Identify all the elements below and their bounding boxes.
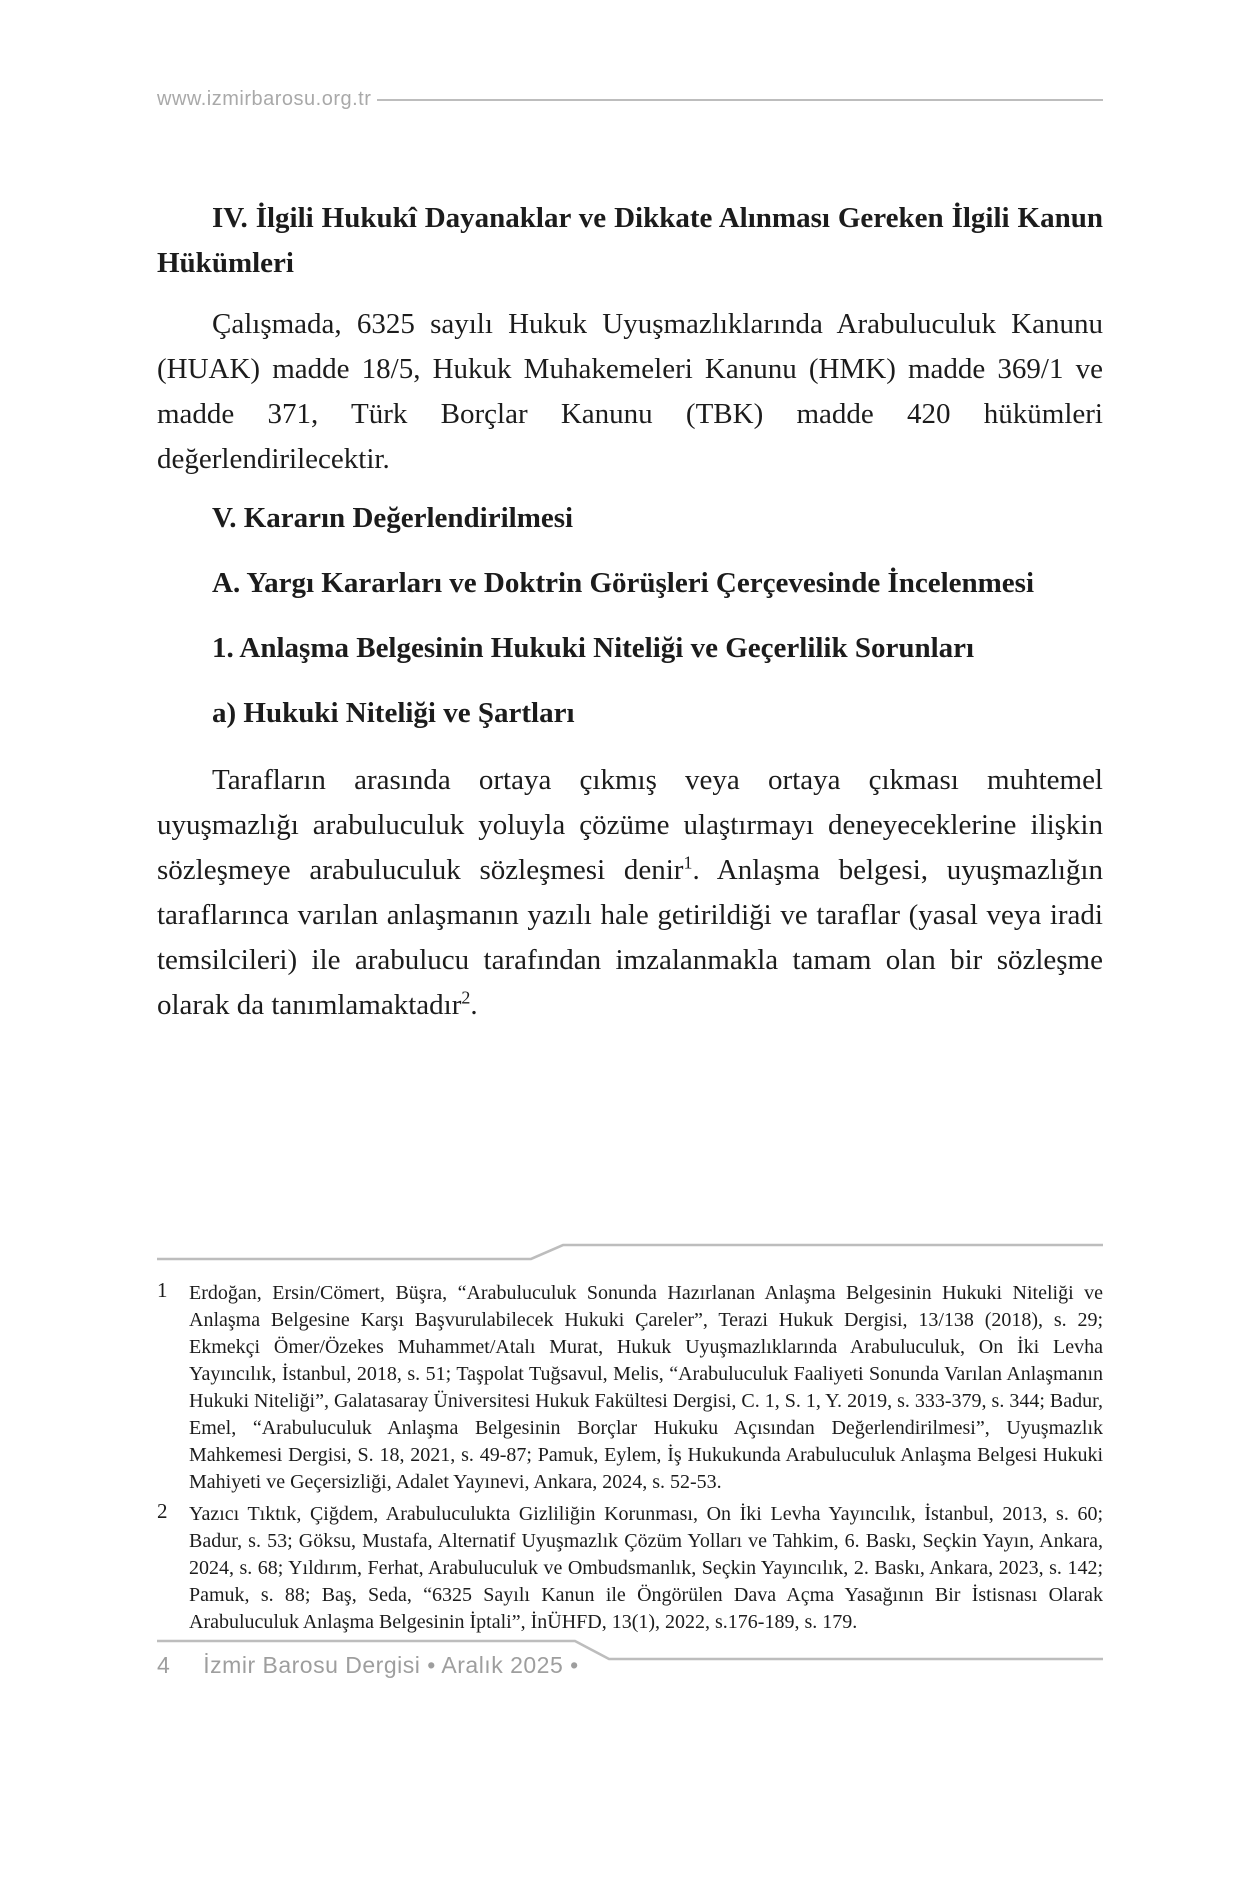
- header-rule: [377, 99, 1103, 101]
- footnote-separator: [157, 1242, 1103, 1262]
- heading-section-iv: IV. İlgili Hukukî Dayanaklar ve Dikkate Alınması Gereken İlgili Kanun Hükümleri: [157, 202, 1103, 279]
- page-header: [157, 88, 1103, 111]
- footnote-ref-2: 2: [461, 987, 471, 1008]
- paragraph-legal-basis: Çalışmada, 6325 sayılı Hukuk Uyuşmazlıklarında Arabuluculuk Kanunu (HUAK) madde 18/5, Hukuk Muhakemeleri Kanunu (HMK) madde 369/1 ve madde 371, Türk Borçlar Kanunu (TBK) madde 420 hükümleri değerlendirilecektir.: [157, 308, 1103, 475]
- footnote-2-marker: 2: [157, 1499, 168, 1523]
- heading-item-1: 1. Anlaşma Belgesinin Hukuki Niteliği ve Geçerlilik Sorunları: [212, 632, 975, 664]
- definition-text-1: Tarafların arasında ortaya çıkmış veya ortaya çıkması muhtemel uyuşmazlığı arabuluculuk yoluyla çözüme ulaştırmayı deneyeceklerine ilişkin sözleşmeye arabuluculuk sözleşmesi denir: [157, 764, 1103, 886]
- definition-text-2: . Anlaşma belgesi, uyuşmazlığın taraflarınca varılan anlaşmanın yazılı hale getirildiği ve taraflar (yasal veya iradi temsilcileri) ile arabulucu tarafından imzalanmakla tamam olan bir sözleşme olarak da tanımlamaktadır: [157, 854, 1103, 1021]
- journal-title: İzmir Barosu Dergisi • Aralık 2025 •: [203, 1652, 579, 1678]
- footnote-1-marker: 1: [157, 1278, 168, 1302]
- footnotes-list: [157, 1280, 1103, 1636]
- footer-text: [157, 1652, 579, 1679]
- heading-item-a: a) Hukuki Niteliği ve Şartları: [212, 697, 575, 729]
- footnote-ref-1: 1: [683, 852, 693, 873]
- heading-subsection-a: A. Yargı Kararları ve Doktrin Görüşleri Çerçevesinde İncelenmesi: [212, 567, 1035, 599]
- header-url: www.izmirbarosu.org.tr: [157, 88, 372, 110]
- heading-section-v: V. Kararın Değerlendirilmesi: [212, 502, 574, 534]
- footnote-1: [157, 1280, 1103, 1496]
- footnote-area: [157, 1242, 1103, 1641]
- definition-text-3: .: [470, 989, 478, 1021]
- footnote-2-text: Yazıcı Tıktık, Çiğdem, Arabuluculukta Gizliliğin Korunması, On İki Levha Yayıncılık, İstanbul, 2013, s. 60; Badur, s. 53; Göksu, Mustafa, Alternatif Uyuşmazlık Çözüm Yolları ve Tahkim, 6. Baskı, Seçkin Yayın, Ankara, 2024, s. 68; Yıldırım, Ferhat, Arabuluculuk ve Ombudsmanlık, Seçkin Yayıncılık, 2. Baskı, Ankara, 2023, s. 142; Pamuk, s. 88; Baş, Seda, “6325 Sayılı Kanun ile Öngörülen Dava Açma Yasağının Bir İstisnası Olarak Arabuluculuk Anlaşma Belgesinin İptali”, İnÜHFD, 13(1), 2022, s.176-189, s. 179.: [189, 1503, 1103, 1633]
- paragraph-definition: [157, 758, 1103, 1028]
- footnote-2: [157, 1501, 1103, 1636]
- footnote-1-text: Erdoğan, Ersin/Cömert, Büşra, “Arabuluculuk Sonunda Hazırlanan Anlaşma Belgesinin Hukuki Niteliği ve Anlaşma Belgesine Karşı Başvurulabilecek Hukuki Çareler”, Terazi Hukuk Dergisi, 13/138 (2018), s. 29; Ekmekçi Ömer/Özekes Muhammet/Atalı Murat, Hukuk Uyuşmazlıklarında Arabuluculuk, On İki Levha Yayıncılık, İstanbul, 2018, s. 51; Taşpolat Tuğsavul, Melis, “Arabuluculuk Faaliyeti Sonunda Varılan Anlaşmanın Hukuki Niteliği”, Galatasaray Üniversitesi Hukuk Fakültesi Dergisi, C. 1, S. 1, Y. 2019, s. 333-379, s. 344; Badur, Emel, “Arabuluculuk Anlaşma Belgesinin Borçlar Hukuku Açısından Değerlendirilmesi”, Uyuşmazlık Mahkemesi Dergisi, S. 18, 2021, s. 49-87; Pamuk, Eylem, İş Hukukunda Arabuluculuk Anlaşma Belgesi Hukuki Mahiyeti ve Geçersizliği, Adalet Yayınevi, Ankara, 2024, s. 52-53.: [189, 1282, 1103, 1493]
- page-number: 4: [157, 1652, 171, 1678]
- article-body: [157, 196, 1103, 1028]
- page-footer: [157, 1638, 1103, 1698]
